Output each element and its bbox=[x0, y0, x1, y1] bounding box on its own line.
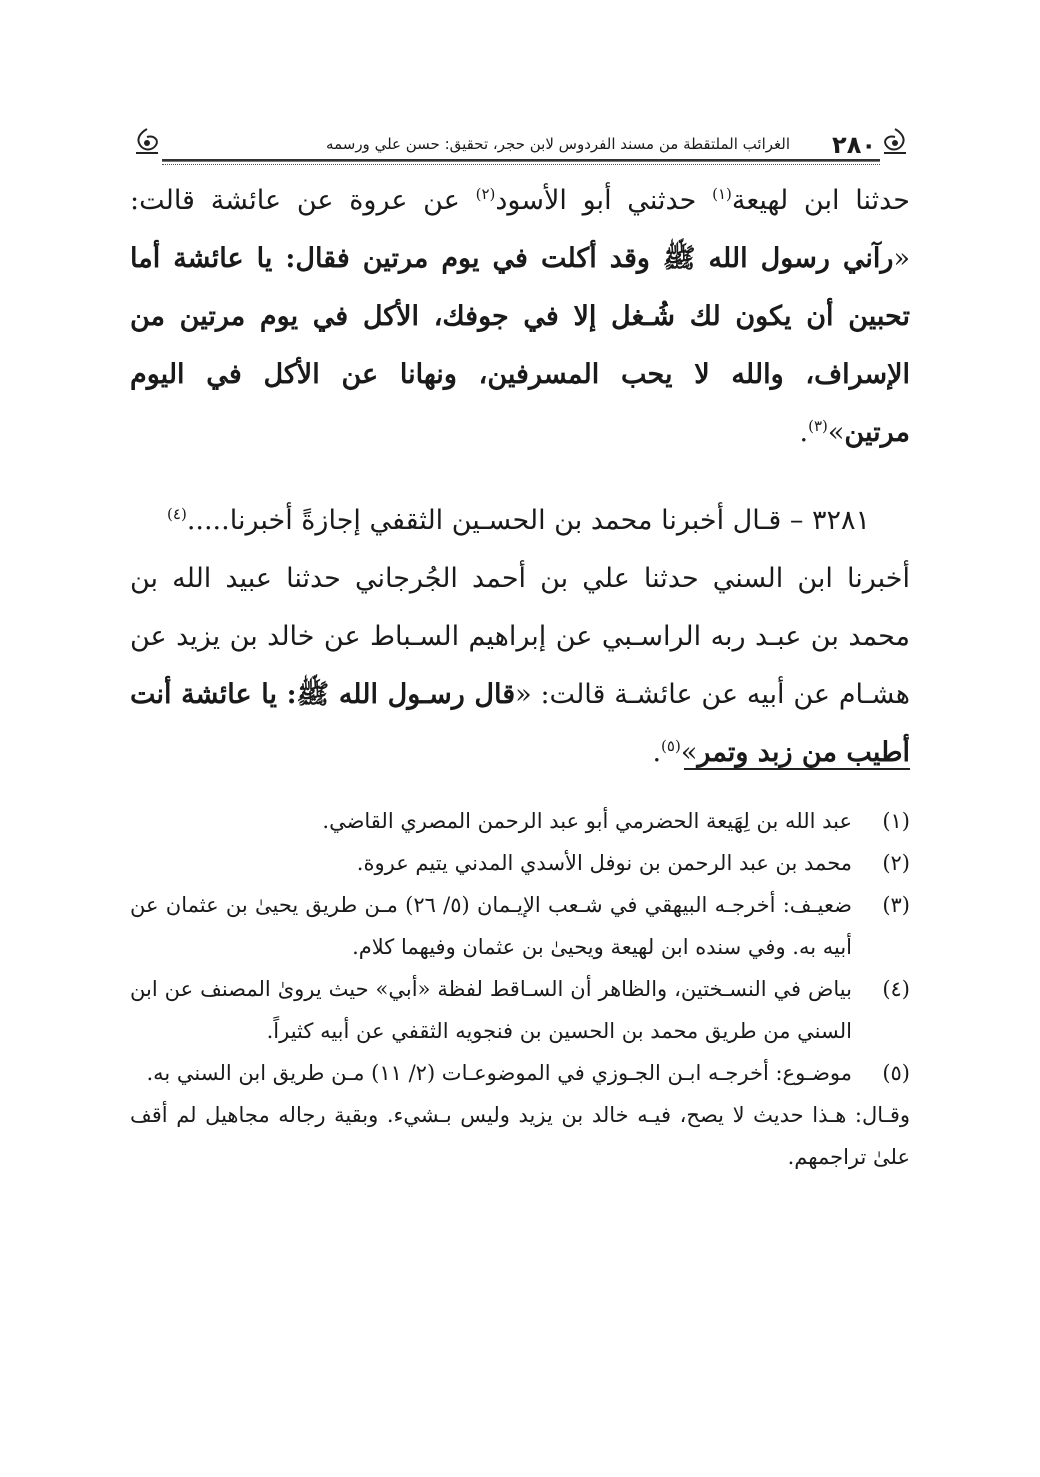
footnote-5 bbox=[130, 1052, 910, 1094]
footnote-5-continuation: وقـال: هـذا حديث لا يصح، فيـه خالد بن يزيد وليس بـشيء. وبقية رجاله مجاهيل لم أقف علىٰ تراجمهم. bbox=[130, 1103, 910, 1169]
footnote-text: موضـوع: أخرجـه ابـن الجـوزي في الموضوعـات (٢/ ١١) مـن طريق ابن السني به. bbox=[146, 1061, 852, 1085]
footnote-text: محمد بن عبد الرحمن بن نوفل الأسدي المدني يتيم عروة. bbox=[356, 851, 852, 875]
footnote-3 bbox=[130, 884, 910, 968]
footnotes bbox=[130, 800, 910, 1178]
footnote-ref-5[interactable]: (٥) bbox=[661, 737, 681, 755]
hadith-text-1: رآني رسول الله ﷺ وقد أكلت في يوم مرتين فقال: يا عائشة أما تحبين أن يكون لك شُـغل إلا في جوفك، الأكل في يوم مرتين من الإسراف، والله لا يحب المسرفين، ونهانا عن الأكل في اليوم مرتين bbox=[130, 243, 910, 448]
footnote-number: (٥) bbox=[882, 1061, 910, 1085]
floral-ornament-icon bbox=[880, 127, 910, 157]
footnote-number: (٤) bbox=[882, 977, 910, 1001]
footnote-4 bbox=[130, 968, 910, 1052]
footnote-text: ضعيـف: أخرجـه البيهقي في شـعب الإيـمان (٥/ ٢٦) مـن طريق يحيىٰ بن عثمان عن أبيه به. وفي سنده ابن لهيعة ويحيىٰ بن عثمان وفيهما كلام. bbox=[130, 893, 852, 959]
header-dotted-rule bbox=[162, 164, 880, 165]
floral-ornament-icon bbox=[132, 127, 162, 157]
footnote-number: (٢) bbox=[882, 851, 910, 875]
footnote-text: عبد الله بن لِهَيعة الحضرمي أبو عبد الرحمن المصري القاضي. bbox=[322, 809, 852, 833]
running-header bbox=[132, 125, 910, 165]
footnote-number: (٣) bbox=[882, 893, 910, 917]
hadith-number-line: ٣٢٨١ – قـال أخبرنا محمد بن الحسـين الثقفي إجازةً أخبرنا..... bbox=[186, 505, 870, 536]
footnote-number: (١) bbox=[882, 809, 910, 833]
hadith-paragraph-1: حدثنا ابن لهيعة$^{(١)}$ حدثني أبو الأسود$^{(٢)}$ عن عروة عن عائشة قالت: «رآني رسول الله ﷺ وقد أكلت في يوم مرتين فقال: يا عائشة أما تحبين أن يكون لك شُـغل إلا في جوفك، الأكل في يوم مرتين من الإسراف، والله لا يحب المسرفين، ونهانا عن الأكل في اليوم مرتين»$^{(٣)}$. bbox=[130, 185, 910, 448]
footnote-ref-2[interactable]: (٢) bbox=[475, 185, 496, 203]
main-text bbox=[130, 172, 910, 782]
footnote-text: بياض في النسـختين، والظاهر أن السـاقط لفظة «أبي» حيث يروىٰ المصنف عن ابن السني من طريق محمد بن الحسين بن فنجويه الثقفي عن أبيه كثيراً. bbox=[130, 977, 852, 1043]
page-number: ٢٨٠ bbox=[832, 131, 876, 159]
footnote-ref-4[interactable]: (٤) bbox=[167, 505, 187, 523]
hadith-paragraph-2: ٣٢٨١ – قـال أخبرنا محمد بن الحسـين الثقفي إجازةً أخبرنا.....$^{(٤)}$ أخبرنا ابن السني حدثنا علي بن أحمد الجُرجاني حدثنا عبيد الله بن محمد بن عبـد ربه الراسـبي عن إبراهيم السـباط عن خالد بن يزيد عن هشـام عن أبيه عن عائشـة قالت: «قال رسـول الله ﷺ: يا عائشة أنت أطيب من زبد وتمر»$^{(٥)}$. bbox=[130, 505, 910, 768]
footnote-separator bbox=[684, 768, 910, 770]
footnote-2 bbox=[130, 842, 910, 884]
running-title: الغرائب الملتقطة من مسند الفردوس لابن حجر، تحقيق: حسن علي ورسمه bbox=[326, 135, 790, 153]
header-rule bbox=[162, 159, 880, 162]
hadith-text-2: قال رسـول الله ﷺ: يا عائشة أنت أطيب من زبد وتمر bbox=[130, 679, 910, 768]
footnote-ref-1[interactable]: (١) bbox=[712, 185, 732, 203]
footnote-1 bbox=[130, 800, 910, 842]
footnote-ref-3[interactable]: (٣) bbox=[808, 417, 828, 435]
